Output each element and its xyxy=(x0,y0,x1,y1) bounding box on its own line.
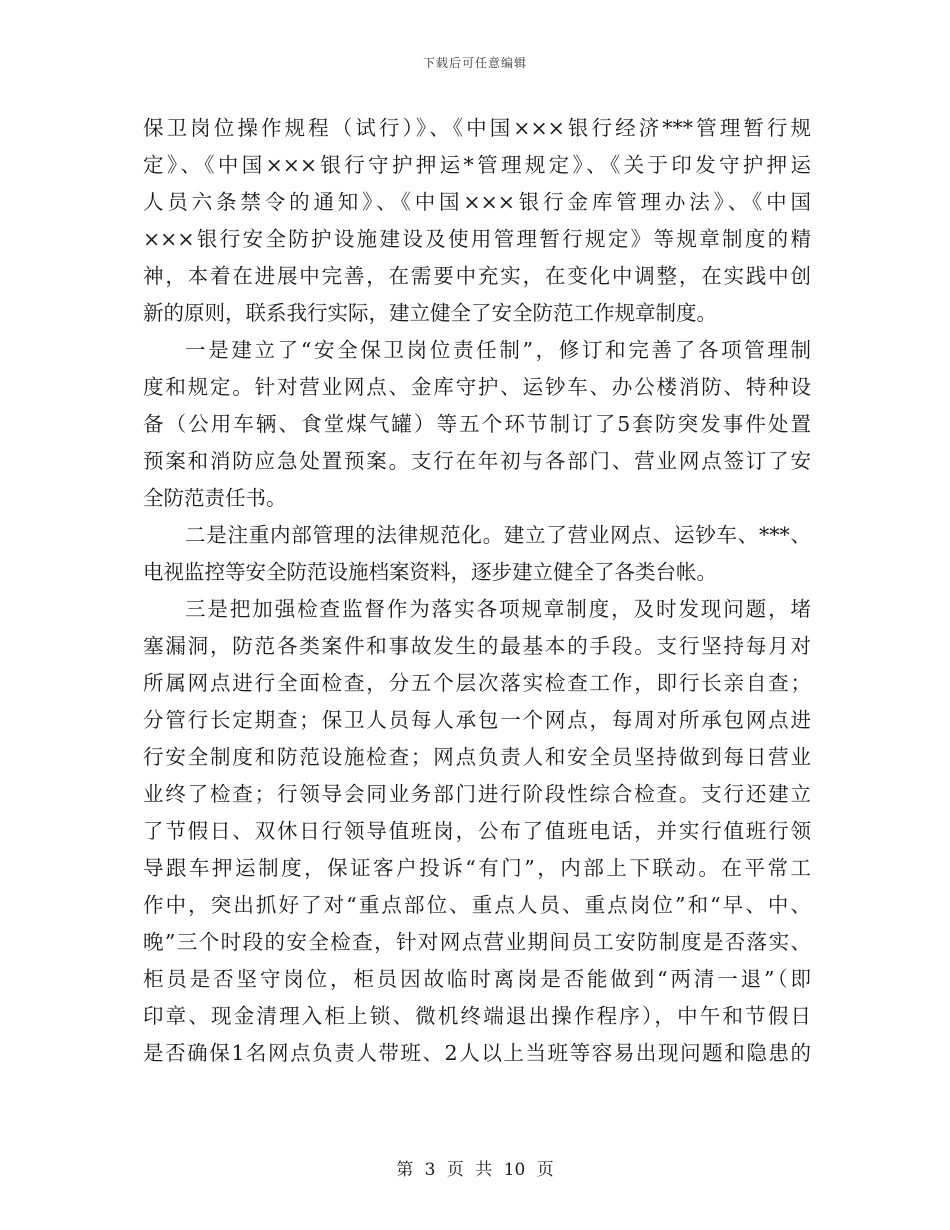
text-line: 分管行长定期查；保卫人员每人承包一个网点，每周对所承包网点进 xyxy=(143,708,811,732)
text-line: 晚”三个时段的安全检查，针对网点营业期间员工安防制度是否落实、 xyxy=(143,930,811,954)
text-line: 印章、现金清理入柜上锁、微机终端退出操作程序），中午和节假日 xyxy=(143,1004,811,1028)
text-line: 一是建立了“安全保卫岗位责任制”，修订和完善了各项管理制 xyxy=(185,338,811,362)
text-line: 度和规定。针对营业网点、金库守护、运钞车、办公楼消防、特种设 xyxy=(143,375,811,399)
text-line: 人员六条禁令的通知》、《中国×××银行金库管理办法》、《中国 xyxy=(143,190,811,214)
text-line: 导跟车押运制度，保证客户投诉“有门”，内部上下联动。在平常工 xyxy=(143,856,811,880)
text-line: 预案和消防应急处置预案。支行在年初与各部门、营业网点签订了安 xyxy=(143,449,811,473)
text-line: 定》、《中国×××银行守护押运*管理规定》、《关于印发守护押运 xyxy=(143,153,811,177)
text-line: 神，本着在进展中完善，在需要中充实，在变化中调整，在实践中创 xyxy=(143,264,811,288)
text-line: 是否确保1名网点负责人带班、2人以上当班等容易出现问题和隐患的 xyxy=(143,1041,811,1065)
text-line: 作中，突出抓好了对“重点部位、重点人员、重点岗位”和“早、中、 xyxy=(143,893,811,917)
text-line: 所属网点进行全面检查，分五个层次落实检查工作，即行长亲自查； xyxy=(143,671,811,695)
page-header-note: 下载后可任意编辑 xyxy=(422,56,527,70)
text-line: 了节假日、双休日行领导值班岗，公布了值班电话，并实行值班行领 xyxy=(143,819,811,843)
text-line: 电视监控等安全防范设施档案资料，逐步建立健全了各类台帐。 xyxy=(143,560,717,584)
text-line: 二是注重内部管理的法律规范化。建立了营业网点、运钞车、***、 xyxy=(185,523,811,547)
document-body xyxy=(143,110,811,1072)
text-line: 备（公用车辆、食堂煤气罐）等五个环节制订了5套防突发事件处置 xyxy=(143,412,811,436)
text-line: 行安全制度和防范设施检查；网点负责人和安全员坚持做到每日营业 xyxy=(143,745,811,769)
text-line: 业终了检查；行领导会同业务部门进行阶段性综合检查。支行还建立 xyxy=(143,782,811,806)
text-line: 塞漏洞，防范各类案件和事故发生的最基本的手段。支行坚持每月对 xyxy=(143,634,811,658)
text-line: 保卫岗位操作规程（试行）》、《中国×××银行经济***管理暂行规 xyxy=(143,116,811,140)
page-footer: 第 3 页 共 10 页 xyxy=(396,1160,554,1180)
text-line: 新的原则，联系我行实际，建立健全了安全防范工作规章制度。 xyxy=(143,301,717,325)
text-line: 柜员是否坚守岗位，柜员因故临时离岗是否能做到“两清一退”（即 xyxy=(143,967,811,991)
text-line: 全防范责任书。 xyxy=(143,486,287,510)
text-line: 三是把加强检查监督作为落实各项规章制度，及时发现问题，堵 xyxy=(185,597,811,621)
text-line: ×××银行安全防护设施建设及使用管理暂行规定》等规章制度的精 xyxy=(143,227,811,251)
